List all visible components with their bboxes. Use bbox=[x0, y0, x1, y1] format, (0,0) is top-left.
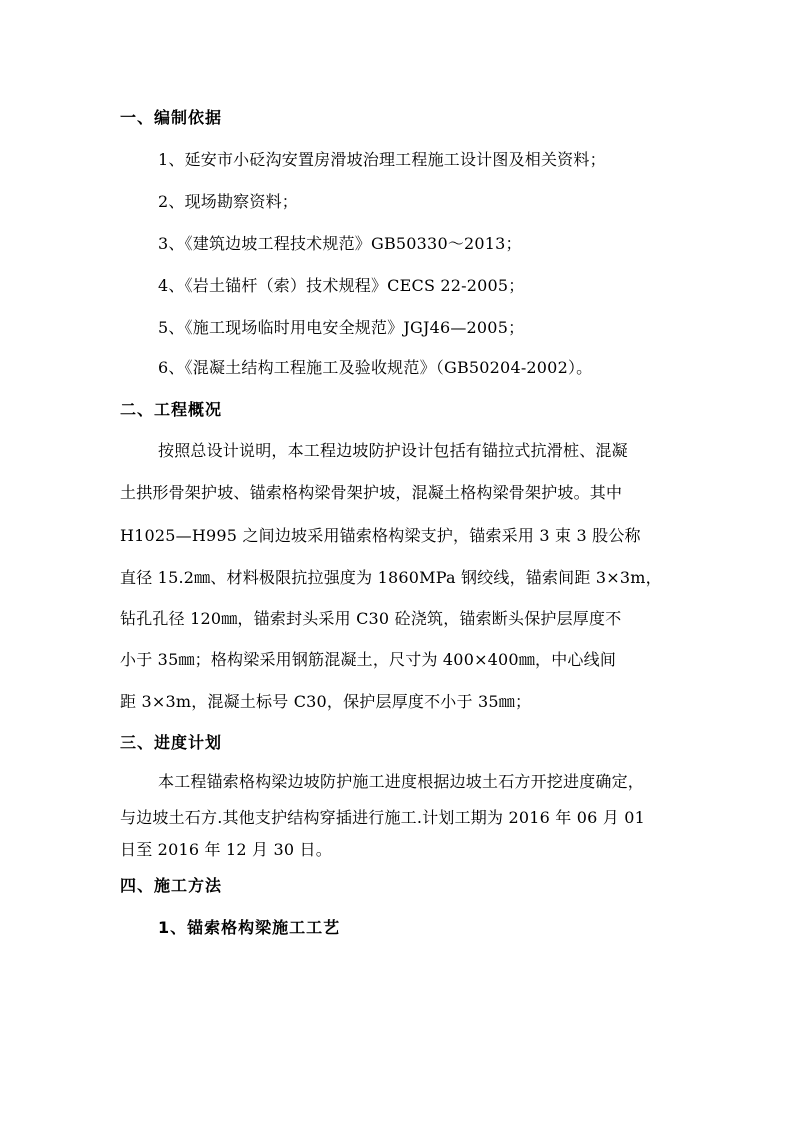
overview-line-1: 按照总设计说明，本工程边坡防护设计包括有锚拉式抗滑桩、混凝 bbox=[158, 441, 628, 460]
overview-line-6: 小于 35㎜；格构梁采用钢筋混凝土，尺寸为 400×400㎜，中心线间 bbox=[120, 650, 617, 669]
basis-item-6: 6、《混凝土结构工程施工及验收规范》（GB50204-2002）。 bbox=[158, 358, 593, 377]
basis-item-2: 2、现场勘察资料； bbox=[158, 192, 298, 211]
section-heading-schedule: 三、进度计划 bbox=[120, 733, 223, 752]
basis-item-4: 4、《岩土锚杆（索）技术规程》CECS 22-2005； bbox=[158, 276, 525, 295]
overview-line-7: 距 3×3m，混凝土标号 C30，保护层厚度不小于 35㎜； bbox=[120, 692, 532, 711]
overview-line-3: H1025—H995 之间边坡采用锚索格构梁支护，锚索采用 3 束 3 股公称 bbox=[120, 526, 641, 545]
schedule-line-2: 与边坡土石方.其他支护结构穿插进行施工.计划工期为 2016 年 06 月 01 bbox=[120, 808, 646, 827]
subsection-heading-anchor-cable: 1、锚索格构梁施工工艺 bbox=[158, 918, 341, 937]
basis-item-3: 3、《建筑边坡工程技术规范》GB50330～2013； bbox=[158, 234, 522, 253]
schedule-line-3: 日至 2016 年 12 月 30 日。 bbox=[120, 840, 332, 859]
schedule-line-1: 本工程锚索格构梁边坡防护施工进度根据边坡土石方开挖进度确定， bbox=[158, 772, 645, 791]
section-heading-basis: 一、编制依据 bbox=[120, 108, 223, 127]
section-heading-overview: 二、工程概况 bbox=[120, 400, 223, 419]
basis-item-5: 5、《施工现场临时用电安全规范》JGJ46—2005； bbox=[158, 318, 525, 337]
overview-line-5: 钻孔孔径 120㎜，锚索封头采用 C30 砼浇筑，锚索断头保护层厚度不 bbox=[120, 609, 622, 628]
section-heading-method: 四、施工方法 bbox=[120, 876, 223, 895]
overview-line-2: 土拱形骨架护坡、锚索格构梁骨架护坡，混凝土格构梁骨架护坡。其中 bbox=[120, 483, 623, 502]
basis-item-1: 1、延安市小砭沟安置房滑坡治理工程施工设计图及相关资料； bbox=[158, 150, 606, 169]
overview-line-4: 直径 15.2㎜、材料极限抗拉强度为 1860MPa 钢绞线，锚索间距 3×3m， bbox=[120, 568, 662, 587]
